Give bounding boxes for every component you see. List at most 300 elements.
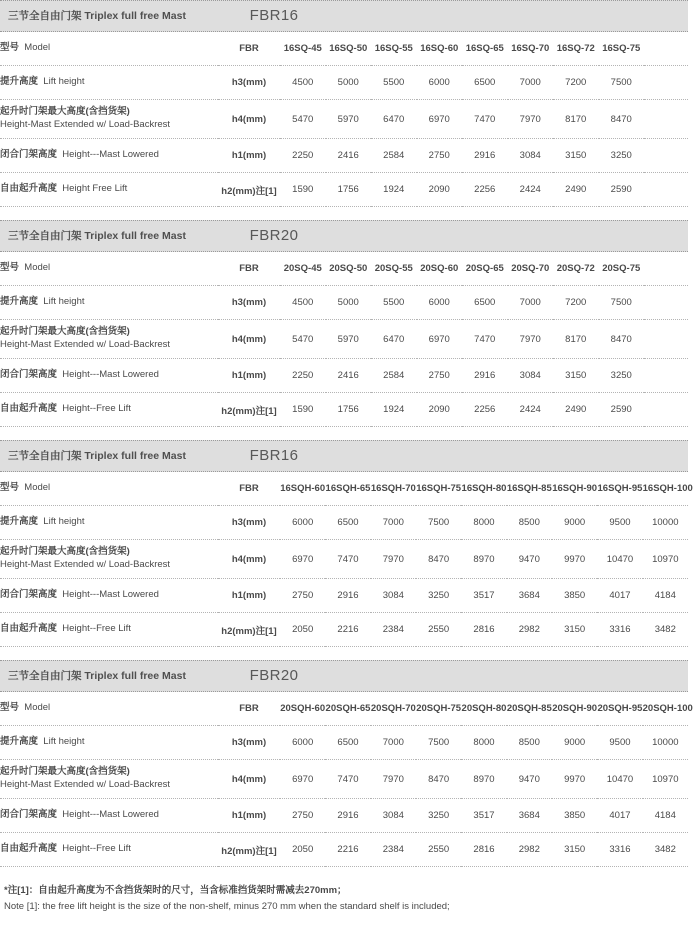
cell-value: 10470 <box>597 760 642 799</box>
cell-value: 9000 <box>552 726 597 760</box>
cell-value: 7500 <box>416 726 461 760</box>
cell-value: 16SQH-80 <box>461 472 506 506</box>
cell-value: 1590 <box>280 173 326 207</box>
cell-value: 7200 <box>553 66 599 100</box>
row-label <box>0 613 218 647</box>
table-row <box>0 540 688 579</box>
cell-value: 2424 <box>508 393 554 427</box>
row-symbol: h3(mm) <box>218 286 280 320</box>
row-label-cn: 提升高度 <box>0 516 39 528</box>
cell-value: 7000 <box>508 286 554 320</box>
cell-spacer <box>644 173 688 207</box>
cell-value: 3250 <box>416 799 461 833</box>
cell-value: 16SQ-45 <box>280 32 326 66</box>
block-header-subtitle: 三节全自由门架 Triplex full free Mast <box>8 450 186 462</box>
row-symbol: h4(mm) <box>218 100 280 139</box>
spec-block <box>0 220 688 427</box>
cell-value: 5500 <box>371 66 417 100</box>
cell-value: 8500 <box>507 506 552 540</box>
cell-value: 2490 <box>553 173 599 207</box>
table-row <box>0 393 688 427</box>
cell-value: 2416 <box>326 139 372 173</box>
cell-value: 20SQ-45 <box>280 252 326 286</box>
block-header <box>0 0 688 32</box>
row-label-en: Lift height <box>43 736 85 748</box>
cell-value: 2384 <box>371 613 416 647</box>
cell-value: 20SQH-95 <box>597 692 642 726</box>
row-symbol: h3(mm) <box>218 66 280 100</box>
table-row <box>0 66 688 100</box>
row-symbol: h1(mm) <box>218 359 280 393</box>
row-label <box>0 540 218 579</box>
row-label-en: Lift height <box>43 296 85 308</box>
cell-value: 3684 <box>507 799 552 833</box>
row-label <box>0 472 218 506</box>
cell-value: 16SQH-90 <box>552 472 597 506</box>
row-label-cn: 自由起升高度 <box>0 403 58 415</box>
row-label <box>0 100 218 139</box>
cell-value: 6000 <box>280 506 325 540</box>
cell-value: 2050 <box>280 833 325 867</box>
block-header-subtitle: 三节全自由门架 Triplex full free Mast <box>8 10 186 22</box>
cell-value: 7500 <box>599 286 645 320</box>
cell-value: 7470 <box>325 540 370 579</box>
table-row <box>0 760 688 799</box>
cell-value: 20SQ-55 <box>371 252 417 286</box>
block-gap <box>0 647 700 660</box>
row-symbol: h2(mm)注[1] <box>218 613 280 647</box>
cell-spacer <box>644 286 688 320</box>
cell-value: 2916 <box>462 139 508 173</box>
cell-value: 3250 <box>599 139 645 173</box>
cell-value: 7470 <box>325 760 370 799</box>
row-label-cn: 提升高度 <box>0 76 39 88</box>
cell-value: 2750 <box>417 139 463 173</box>
cell-value: 2216 <box>325 613 370 647</box>
cell-value: 2250 <box>280 139 326 173</box>
block-header-title: FBR16 <box>249 7 299 24</box>
table-row <box>0 252 688 286</box>
cell-spacer <box>644 139 688 173</box>
cell-value: 6970 <box>280 760 325 799</box>
cell-spacer <box>644 66 688 100</box>
cell-value: 20SQH-65 <box>325 692 370 726</box>
cell-value: 2424 <box>508 173 554 207</box>
row-label-cn: 闭合门架高度 <box>0 149 58 161</box>
table-row <box>0 726 688 760</box>
cell-value: 7970 <box>371 760 416 799</box>
cell-value: 8470 <box>416 540 461 579</box>
row-label-en: Height-Mast Extended w/ Load-Backrest <box>0 779 171 790</box>
cell-value: 2584 <box>371 139 417 173</box>
cell-value: 16SQH-75 <box>416 472 461 506</box>
cell-value: 8970 <box>461 540 506 579</box>
block-header <box>0 440 688 472</box>
table-row <box>0 506 688 540</box>
row-label-cn: 自由起升高度 <box>0 843 58 855</box>
block-header <box>0 220 688 252</box>
block-header <box>0 660 688 692</box>
block-header-title: FBR16 <box>249 447 299 464</box>
cell-value: 3084 <box>371 799 416 833</box>
cell-value: 10970 <box>643 540 688 579</box>
cell-spacer <box>644 320 688 359</box>
footnote-line-en: Note [1]: the free lift height is the size of the non-shelf, minus 270 mm when the standard shelf is included; <box>4 901 450 913</box>
block-header-title: FBR20 <box>249 667 299 684</box>
cell-value: 9500 <box>597 506 642 540</box>
row-symbol: h3(mm) <box>218 506 280 540</box>
row-label <box>0 173 218 207</box>
cell-value: 16SQ-72 <box>553 32 599 66</box>
spec-block <box>0 440 693 647</box>
row-label-en: Height---Mast Lowered <box>62 589 159 601</box>
table-row <box>0 472 688 506</box>
row-label-cn: 型号 <box>0 42 20 54</box>
cell-value: 20SQH-90 <box>552 692 597 726</box>
cell-value: 2916 <box>325 579 370 613</box>
table-row <box>0 692 688 726</box>
cell-value: 6500 <box>462 286 508 320</box>
cell-value: 2916 <box>325 799 370 833</box>
spec-table <box>0 32 688 207</box>
table-row <box>0 100 688 139</box>
cell-value: 20SQH-80 <box>461 692 506 726</box>
row-label <box>0 579 218 613</box>
spec-block <box>0 0 688 207</box>
cell-value: 1756 <box>326 393 372 427</box>
cell-value: 1756 <box>326 173 372 207</box>
cell-value: 3517 <box>461 799 506 833</box>
cell-value: 2750 <box>280 799 325 833</box>
cell-value: 2250 <box>280 359 326 393</box>
cell-value: 10470 <box>597 540 642 579</box>
cell-value: 8000 <box>461 726 506 760</box>
cell-value: 16SQ-50 <box>326 32 372 66</box>
block-header-title: FBR20 <box>249 227 299 244</box>
cell-value: 3084 <box>371 579 416 613</box>
cell-value: 2490 <box>553 393 599 427</box>
row-label <box>0 320 218 359</box>
row-label-en: Height--Free Lift <box>62 843 131 855</box>
cell-value: 5970 <box>326 100 372 139</box>
cell-value: 3684 <box>507 579 552 613</box>
row-label-en: Lift height <box>43 516 85 528</box>
cell-value: 20SQ-60 <box>417 252 463 286</box>
cell-value: 2090 <box>417 173 463 207</box>
cell-value: 3482 <box>643 833 688 867</box>
cell-value: 20SQH-85 <box>507 692 552 726</box>
cell-value: 6970 <box>417 320 463 359</box>
cell-value: 20SQ-65 <box>462 252 508 286</box>
cell-value: 4184 <box>643 579 688 613</box>
cell-value: 1590 <box>280 393 326 427</box>
row-label <box>0 799 218 833</box>
footnote-line-cn: *注[1]：自由起升高度为不含挡货架时的尺寸，当含标准挡货架时需减去270mm； <box>4 885 347 896</box>
row-label <box>0 506 218 540</box>
block-gap <box>0 207 700 220</box>
cell-value: 5000 <box>326 286 372 320</box>
row-label-cn: 闭合门架高度 <box>0 589 58 601</box>
cell-value: 8000 <box>461 506 506 540</box>
cell-value: 16SQ-60 <box>417 32 463 66</box>
cell-value: 16SQ-75 <box>599 32 645 66</box>
row-symbol: FBR <box>218 692 280 726</box>
cell-value: 6000 <box>417 66 463 100</box>
cell-value: 3250 <box>599 359 645 393</box>
block-gap <box>0 427 700 440</box>
cell-value: 9970 <box>552 540 597 579</box>
row-label-cn: 提升高度 <box>0 296 39 308</box>
cell-value: 7500 <box>416 506 461 540</box>
cell-value: 16SQH-95 <box>597 472 642 506</box>
cell-value: 16SQ-55 <box>371 32 417 66</box>
row-label-en: Height-Mast Extended w/ Load-Backrest <box>0 559 171 570</box>
cell-value: 2816 <box>461 613 506 647</box>
cell-value: 10000 <box>643 726 688 760</box>
spec-block <box>0 660 693 867</box>
cell-value: 8500 <box>507 726 552 760</box>
cell-value: 2982 <box>507 833 552 867</box>
table-row <box>0 359 688 393</box>
cell-spacer <box>644 100 688 139</box>
cell-value: 8470 <box>416 760 461 799</box>
cell-value: 2256 <box>462 173 508 207</box>
row-symbol: h2(mm)注[1] <box>218 173 280 207</box>
row-label-cn: 自由起升高度 <box>0 623 58 635</box>
row-symbol: h1(mm) <box>218 579 280 613</box>
cell-value: 16SQ-70 <box>508 32 554 66</box>
cell-value: 2050 <box>280 613 325 647</box>
row-label-en: Height--Free Lift <box>62 403 131 415</box>
row-label <box>0 139 218 173</box>
row-symbol: h1(mm) <box>218 139 280 173</box>
table-row <box>0 799 688 833</box>
row-label-en: Height-Mast Extended w/ Load-Backrest <box>0 119 171 130</box>
cell-value: 3517 <box>461 579 506 613</box>
cell-value: 16SQH-70 <box>371 472 416 506</box>
cell-value: 4500 <box>280 66 326 100</box>
row-label <box>0 252 218 286</box>
cell-value: 5970 <box>326 320 372 359</box>
row-label-cn: 起升时门架最大高度(含挡货架) <box>0 106 130 118</box>
cell-value: 16SQH-100 <box>643 472 688 506</box>
cell-value: 7000 <box>371 506 416 540</box>
row-label-en: Model <box>24 482 51 494</box>
cell-value: 10000 <box>643 506 688 540</box>
cell-value: 16SQ-65 <box>462 32 508 66</box>
cell-value: 2916 <box>462 359 508 393</box>
cell-value: 8170 <box>553 320 599 359</box>
cell-value: 4500 <box>280 286 326 320</box>
cell-value: 1924 <box>371 173 417 207</box>
cell-value: 3250 <box>416 579 461 613</box>
cell-value: 3850 <box>552 579 597 613</box>
row-symbol: h2(mm)注[1] <box>218 833 280 867</box>
cell-value: 2750 <box>417 359 463 393</box>
cell-value: 3150 <box>552 833 597 867</box>
block-header-subtitle: 三节全自由门架 Triplex full free Mast <box>8 670 186 682</box>
row-symbol: FBR <box>218 472 280 506</box>
cell-value: 8470 <box>599 100 645 139</box>
table-row <box>0 286 688 320</box>
cell-value: 16SQH-65 <box>325 472 370 506</box>
cell-value: 9970 <box>552 760 597 799</box>
table-row <box>0 173 688 207</box>
row-label <box>0 66 218 100</box>
cell-value: 7970 <box>508 320 554 359</box>
row-label-cn: 自由起升高度 <box>0 183 58 195</box>
cell-value: 6000 <box>417 286 463 320</box>
cell-value: 2584 <box>371 359 417 393</box>
cell-value: 3316 <box>597 833 642 867</box>
cell-value: 16SQH-85 <box>507 472 552 506</box>
cell-value: 7000 <box>508 66 554 100</box>
cell-value: 6470 <box>371 320 417 359</box>
row-label-cn: 闭合门架高度 <box>0 809 58 821</box>
row-label <box>0 726 218 760</box>
row-label-en: Height---Mast Lowered <box>62 369 159 381</box>
cell-value: 6470 <box>371 100 417 139</box>
cell-value: 7970 <box>371 540 416 579</box>
cell-spacer <box>644 32 688 66</box>
cell-value: 1924 <box>371 393 417 427</box>
row-symbol: FBR <box>218 252 280 286</box>
spec-table <box>0 252 688 427</box>
cell-value: 7000 <box>371 726 416 760</box>
cell-value: 4017 <box>597 799 642 833</box>
row-label-cn: 提升高度 <box>0 736 39 748</box>
row-label-en: Height Free Lift <box>62 183 128 195</box>
row-label-cn: 起升时门架最大高度(含挡货架) <box>0 326 130 338</box>
cell-value: 6970 <box>417 100 463 139</box>
row-label-en: Height--Free Lift <box>62 623 131 635</box>
cell-value: 5500 <box>371 286 417 320</box>
cell-value: 20SQH-100 <box>643 692 688 726</box>
cell-value: 4184 <box>643 799 688 833</box>
table-row <box>0 613 688 647</box>
row-label <box>0 32 218 66</box>
cell-value: 9470 <box>507 540 552 579</box>
cell-value: 8470 <box>599 320 645 359</box>
cell-value: 3150 <box>553 359 599 393</box>
footnote <box>0 883 700 915</box>
cell-value: 5470 <box>280 320 326 359</box>
table-row <box>0 320 688 359</box>
row-label-en: Model <box>24 262 51 274</box>
cell-value: 2090 <box>417 393 463 427</box>
row-label <box>0 393 218 427</box>
cell-value: 20SQ-70 <box>508 252 554 286</box>
row-symbol: FBR <box>218 32 280 66</box>
row-label-cn: 型号 <box>0 482 20 494</box>
cell-value: 6000 <box>280 726 325 760</box>
cell-value: 20SQH-75 <box>416 692 461 726</box>
cell-value: 4017 <box>597 579 642 613</box>
cell-value: 2550 <box>416 833 461 867</box>
cell-value: 6500 <box>325 506 370 540</box>
cell-value: 2590 <box>599 173 645 207</box>
cell-value: 2416 <box>326 359 372 393</box>
cell-value: 7970 <box>508 100 554 139</box>
cell-value: 9500 <box>597 726 642 760</box>
cell-value: 2982 <box>507 613 552 647</box>
cell-value: 10970 <box>643 760 688 799</box>
row-label-cn: 型号 <box>0 702 20 714</box>
cell-value: 20SQ-75 <box>599 252 645 286</box>
cell-value: 8170 <box>553 100 599 139</box>
table-row <box>0 579 688 613</box>
row-label-en: Model <box>24 42 51 54</box>
row-label <box>0 760 218 799</box>
cell-value: 3084 <box>508 359 554 393</box>
cell-value: 6970 <box>280 540 325 579</box>
row-label <box>0 833 218 867</box>
cell-value: 7500 <box>599 66 645 100</box>
cell-value: 20SQ-72 <box>553 252 599 286</box>
cell-value: 3150 <box>553 139 599 173</box>
block-header-subtitle: 三节全自由门架 Triplex full free Mast <box>8 230 186 242</box>
cell-value: 3316 <box>597 613 642 647</box>
cell-spacer <box>644 359 688 393</box>
row-label-cn: 闭合门架高度 <box>0 369 58 381</box>
cell-value: 3150 <box>552 613 597 647</box>
cell-value: 3850 <box>552 799 597 833</box>
cell-value: 6500 <box>462 66 508 100</box>
cell-value: 5470 <box>280 100 326 139</box>
cell-value: 3482 <box>643 613 688 647</box>
cell-value: 9470 <box>507 760 552 799</box>
cell-value: 2750 <box>280 579 325 613</box>
cell-spacer <box>644 252 688 286</box>
spec-table <box>0 692 693 867</box>
row-label-cn: 型号 <box>0 262 20 274</box>
row-label-en: Height---Mast Lowered <box>62 809 159 821</box>
cell-value: 7470 <box>462 100 508 139</box>
row-label-cn: 起升时门架最大高度(含挡货架) <box>0 766 130 778</box>
table-row <box>0 32 688 66</box>
cell-value: 2256 <box>462 393 508 427</box>
cell-value: 6500 <box>325 726 370 760</box>
row-symbol: h1(mm) <box>218 799 280 833</box>
row-label <box>0 359 218 393</box>
cell-value: 16SQH-60 <box>280 472 325 506</box>
row-label-en: Lift height <box>43 76 85 88</box>
cell-value: 5000 <box>326 66 372 100</box>
row-label <box>0 286 218 320</box>
spec-table <box>0 472 693 647</box>
cell-value: 9000 <box>552 506 597 540</box>
cell-value: 20SQ-50 <box>326 252 372 286</box>
cell-value: 2384 <box>371 833 416 867</box>
cell-value: 8970 <box>461 760 506 799</box>
cell-value: 7200 <box>553 286 599 320</box>
row-symbol: h2(mm)注[1] <box>218 393 280 427</box>
row-label <box>0 692 218 726</box>
cell-spacer <box>644 393 688 427</box>
cell-value: 20SQH-70 <box>371 692 416 726</box>
row-symbol: h3(mm) <box>218 726 280 760</box>
table-row <box>0 833 688 867</box>
cell-value: 3084 <box>508 139 554 173</box>
row-label-en: Height-Mast Extended w/ Load-Backrest <box>0 339 171 350</box>
cell-value: 2550 <box>416 613 461 647</box>
row-label-cn: 起升时门架最大高度(含挡货架) <box>0 546 130 558</box>
row-label-en: Model <box>24 702 51 714</box>
row-label-en: Height---Mast Lowered <box>62 149 159 161</box>
table-row <box>0 139 688 173</box>
cell-value: 7470 <box>462 320 508 359</box>
cell-value: 2816 <box>461 833 506 867</box>
